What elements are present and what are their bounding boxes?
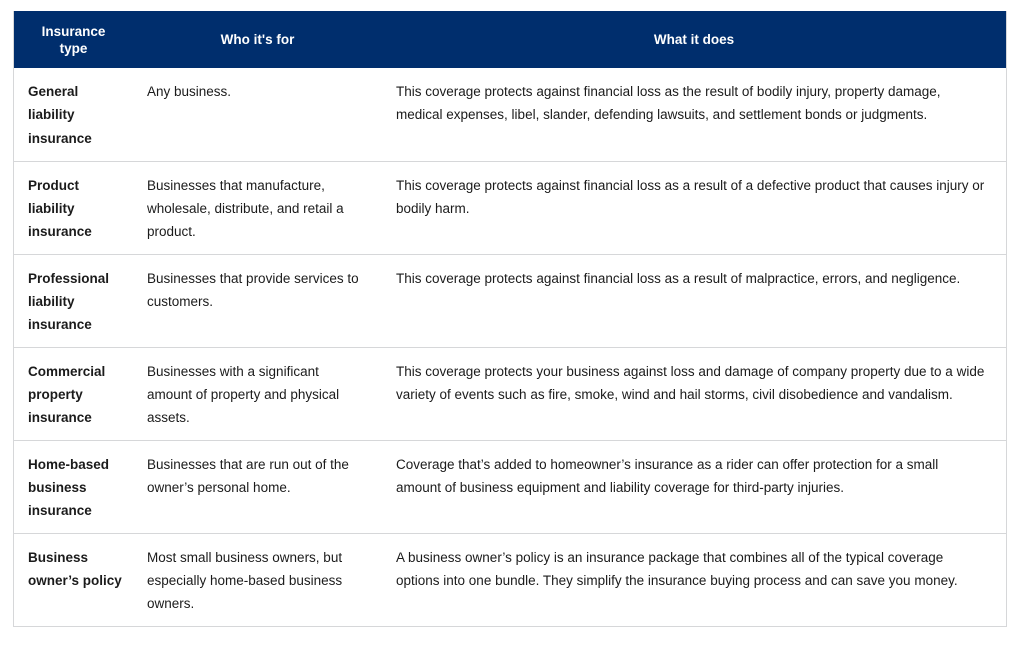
table-row (14, 347, 1006, 440)
header-insurance-type: Insurance type (41, 23, 106, 56)
cell-insurance-type: Home-based business insurance (14, 440, 133, 533)
table-row (14, 68, 1006, 161)
insurance-types-table (14, 11, 1006, 627)
cell-who-its-for: Most small business owners, but especially home-based business owners. (133, 533, 382, 626)
cell-what-it-does: This coverage protects your business against loss and damage of company property due to a wide variety of events such as fire, smoke, wind and hail storms, civil disobedience and vandalism. (382, 347, 1006, 440)
table-row (14, 533, 1006, 626)
insurance-table-container (13, 11, 1007, 627)
table-body (14, 68, 1006, 626)
cell-what-it-does: This coverage protects against financial loss as the result of bodily injury, property damage, medical expenses, libel, slander, defending lawsuits, and settlement bonds or judgments. (382, 68, 1006, 161)
cell-who-its-for: Businesses with a significant amount of property and physical assets. (133, 347, 382, 440)
cell-insurance-type: Commercial property insurance (14, 347, 133, 440)
cell-who-its-for: Any business. (133, 68, 382, 161)
cell-what-it-does: A business owner’s policy is an insurance package that combines all of the typical coverage options into one bundle. They simplify the insurance buying process and can save you money. (382, 533, 1006, 626)
header-who-its-for: Who it's for (220, 32, 295, 47)
cell-what-it-does: This coverage protects against financial loss as a result of malpractice, errors, and negligence. (382, 254, 1006, 347)
header-what-it-does: What it does (653, 32, 735, 47)
cell-what-it-does: This coverage protects against financial loss as a result of a defective product that causes injury or bodily harm. (382, 161, 1006, 254)
cell-who-its-for: Businesses that manufacture, wholesale, distribute, and retail a product. (133, 161, 382, 254)
table-row (14, 440, 1006, 533)
cell-insurance-type: Product liability insurance (14, 161, 133, 254)
cell-who-its-for: Businesses that are run out of the owner’s personal home. (133, 440, 382, 533)
cell-what-it-does: Coverage that’s added to homeowner’s insurance as a rider can offer protection for a small amount of business equipment and liability coverage for third-party injuries. (382, 440, 1006, 533)
cell-insurance-type: Business owner’s policy (14, 533, 133, 626)
table-header (14, 11, 1006, 68)
table-row (14, 254, 1006, 347)
header-row (14, 11, 1006, 68)
cell-insurance-type: General liability insurance (14, 68, 133, 161)
cell-who-its-for: Businesses that provide services to customers. (133, 254, 382, 347)
table-row (14, 161, 1006, 254)
cell-insurance-type: Professional liability insurance (14, 254, 133, 347)
